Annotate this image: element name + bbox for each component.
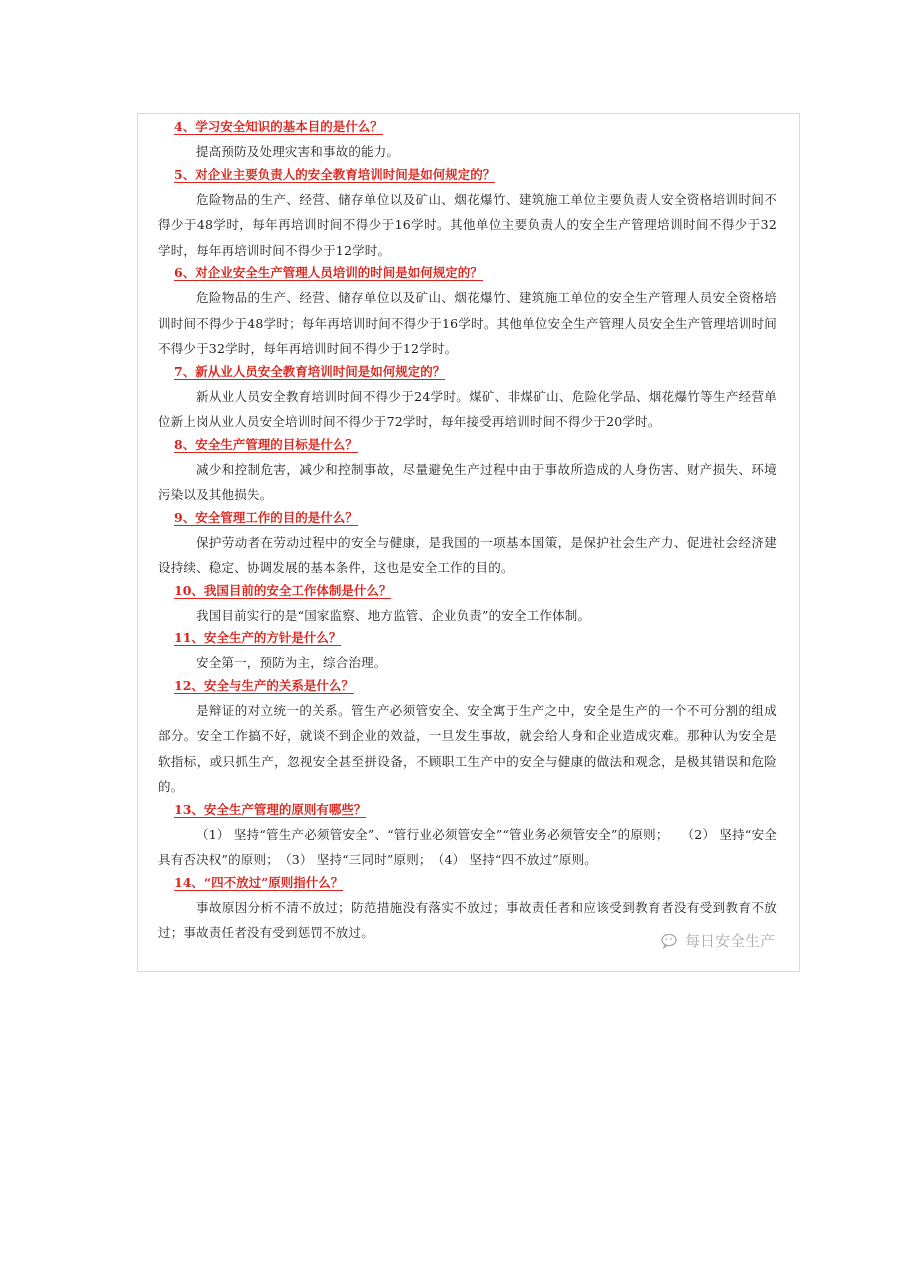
answer-paragraph: 保护劳动者在劳动过程中的安全与健康，是我国的一项基本国策，是保护社会生产力、促进社会经济建设持续、稳定、协调发展的基本条件，这也是安全工作的目的。 bbox=[158, 534, 777, 575]
question-heading: 4、学习安全知识的基本目的是什么？ bbox=[174, 119, 383, 134]
qa-item-7 bbox=[158, 364, 777, 435]
qa-item-8 bbox=[158, 437, 777, 508]
answer-paragraph: 危险物品的生产、经营、储存单位以及矿山、烟花爆竹、建筑施工单位的安全生产管理人员安全资格培训时间不得少于48学时；每年再培训时间不得少于16学时。其他单位安全生产管理人员安全生产管理培训时间不得少于32学时，每年再培训时间不得少于12学时。 bbox=[158, 290, 777, 356]
answer-paragraph: （1） 坚持“管生产必须管安全”、“管行业必须管安全”“管业务必须管安全”的原则； （2） 坚持“安全具有否决权”的原则； （3） 坚持“三同时”原则； （4） 坚持“四不放过”原则。 bbox=[158, 826, 777, 867]
answer-paragraph: 安全第一，预防为主，综合治理。 bbox=[196, 655, 387, 670]
qa-item-10 bbox=[158, 583, 777, 629]
watermark-text: 每日安全生产 bbox=[684, 932, 775, 950]
answer-paragraph: 新从业人员安全教育培训时间不得少于24学时。煤矿、非煤矿山、危险化学品、烟花爆竹等生产经营单位新上岗从业人员安全培训时间不得少于72学时，每年接受再培训时间不得少于20学时。 bbox=[158, 388, 777, 429]
answer-paragraph: 危险物品的生产、经营、储存单位以及矿山、烟花爆竹、建筑施工单位主要负责人安全资格培训时间不得少于48学时，每年再培训时间不得少于16学时。其他单位主要负责人的安全生产管理培训时间不得少于32学时，每年再培训时间不得少于12学时。 bbox=[158, 191, 777, 258]
answer-paragraph: 是辩证的对立统一的关系。管生产必须管安全、安全寓于生产之中，安全是生产的一个不可分割的组成部分。安全工作搞不好，就谈不到企业的效益，一旦发生事故，就会给人身和企业造成灾难。那种认为安全是软指标，或只抓生产，忽视安全甚至拼设备，不顾职工生产中的安全与健康的做法和观念，是极其错误和危险的。 bbox=[158, 702, 777, 794]
question-heading: 11、安全生产的方针是什么？ bbox=[174, 630, 342, 645]
question-heading: 10、我国目前的安全工作体制是什么？ bbox=[174, 582, 392, 598]
question-heading: 6、对企业安全生产管理人员培训的时间是如何规定的？ bbox=[174, 265, 483, 280]
question-heading: 5、对企业主要负责人的安全教育培训时间是如何规定的？ bbox=[174, 166, 496, 182]
question-heading: 7、新从业人员安全教育培训时间是如何规定的？ bbox=[174, 363, 446, 379]
question-heading: 8、安全生产管理的目标是什么？ bbox=[174, 436, 358, 452]
qa-item-11 bbox=[158, 630, 777, 676]
question-heading: 14、“四不放过”原则指什么？ bbox=[174, 874, 344, 890]
answer-paragraph: 事故原因分析不清不放过；防范措施没有落实不放过；事故责任者和应该受到教育者没有受到教育不放过；事故责任者没有受到惩罚不放过。 bbox=[158, 899, 777, 940]
question-heading: 13、安全生产管理的原则有哪些？ bbox=[174, 801, 367, 817]
qa-item-13 bbox=[158, 802, 777, 873]
watermark bbox=[661, 930, 775, 951]
qa-item-5 bbox=[158, 167, 777, 264]
wechat-icon bbox=[661, 933, 681, 949]
qa-item-6 bbox=[158, 265, 777, 362]
qa-item-9 bbox=[158, 510, 777, 581]
answer-paragraph: 提高预防及处理灾害和事故的能力。 bbox=[196, 144, 400, 159]
qa-item-4 bbox=[158, 119, 777, 165]
qa-item-12 bbox=[158, 678, 777, 800]
answer-paragraph: 我国目前实行的是“国家监察、地方监管、企业负责”的安全工作体制。 bbox=[196, 607, 591, 623]
question-heading: 9、安全管理工作的目的是什么？ bbox=[174, 509, 358, 525]
question-heading: 12、安全与生产的关系是什么？ bbox=[174, 677, 354, 693]
answer-paragraph: 减少和控制危害，减少和控制事故，尽量避免生产过程中由于事故所造成的人身伤害、财产损失、环境污染以及其他损失。 bbox=[158, 461, 777, 502]
document-page bbox=[137, 113, 800, 972]
